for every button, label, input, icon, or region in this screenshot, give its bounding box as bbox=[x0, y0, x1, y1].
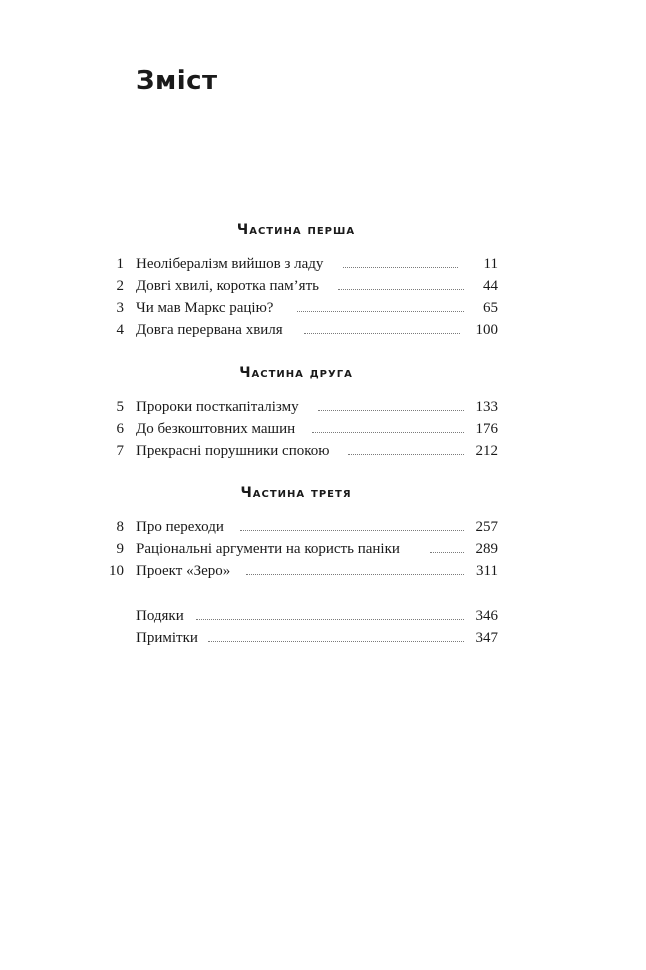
toc-entry-notes[interactable] bbox=[100, 627, 498, 649]
page-number: 44 bbox=[483, 278, 498, 294]
toc-entry-chapter-10[interactable] bbox=[100, 560, 498, 582]
toc-entry-acknowledgements[interactable] bbox=[100, 605, 498, 627]
chapter-title: Раціональні аргументи на користь паніки bbox=[136, 541, 400, 557]
toc-entry-chapter-8[interactable] bbox=[100, 516, 498, 538]
back-matter-title: Подяки bbox=[136, 608, 184, 624]
chapter-number: 4 bbox=[116, 322, 124, 338]
toc-entry-chapter-3[interactable] bbox=[100, 297, 498, 319]
dot-leader bbox=[208, 640, 464, 642]
dot-leader bbox=[343, 266, 458, 268]
chapter-number: 8 bbox=[116, 519, 124, 535]
dot-leader bbox=[312, 431, 464, 433]
page-number: 347 bbox=[475, 630, 498, 646]
chapter-title: Чи мав Маркс рацію? bbox=[136, 300, 274, 316]
chapter-number: 6 bbox=[116, 421, 124, 437]
page-number: 257 bbox=[475, 519, 498, 535]
page-number: 346 bbox=[475, 608, 498, 624]
part-heading-3: Частина третя bbox=[240, 485, 352, 501]
chapter-title: Прекрасні порушники спокою bbox=[136, 443, 330, 459]
chapter-title: Неолібералізм вийшов з ладу bbox=[136, 256, 324, 272]
dot-leader bbox=[348, 453, 464, 455]
toc-entry-chapter-9[interactable] bbox=[100, 538, 498, 560]
chapter-title: Проект «Зеро» bbox=[136, 563, 231, 579]
chapter-title: До безкоштовних машин bbox=[136, 421, 296, 437]
chapter-title: Довга перервана хвиля bbox=[136, 322, 283, 338]
chapter-title: Про переходи bbox=[136, 519, 224, 535]
chapter-number: 7 bbox=[116, 443, 124, 459]
chapter-number: 10 bbox=[109, 563, 124, 579]
part-heading-2: Частина друга bbox=[239, 365, 353, 381]
dot-leader bbox=[304, 332, 460, 334]
page-number: 212 bbox=[475, 443, 498, 459]
dot-leader bbox=[297, 310, 464, 312]
toc-entry-chapter-1[interactable] bbox=[100, 253, 498, 275]
chapter-title: Довгі хвилі, коротка пам’ять bbox=[136, 278, 319, 294]
back-matter-title: Примітки bbox=[136, 630, 198, 646]
toc-entry-chapter-4[interactable] bbox=[100, 319, 498, 341]
page-number: 133 bbox=[475, 399, 498, 415]
toc-entry-chapter-7[interactable] bbox=[100, 440, 498, 462]
part-heading-1: Частина перша bbox=[236, 222, 356, 238]
chapter-title: Пророки посткапіталізму bbox=[136, 399, 299, 415]
page-number: 100 bbox=[475, 322, 498, 338]
dot-leader bbox=[196, 618, 464, 620]
page-number: 176 bbox=[475, 421, 498, 437]
dot-leader bbox=[318, 409, 464, 411]
dot-leader bbox=[338, 288, 464, 290]
chapter-number: 1 bbox=[116, 256, 124, 272]
chapter-number: 2 bbox=[116, 278, 124, 294]
dot-leader bbox=[240, 529, 464, 531]
page-number: 311 bbox=[476, 563, 498, 579]
dot-leader bbox=[246, 573, 464, 575]
dot-leader bbox=[430, 551, 464, 553]
toc-entry-chapter-5[interactable] bbox=[100, 396, 498, 418]
page-number: 11 bbox=[483, 256, 498, 272]
toc-entry-chapter-6[interactable] bbox=[100, 418, 498, 440]
chapter-number: 9 bbox=[116, 541, 124, 557]
chapter-number: 3 bbox=[116, 300, 124, 316]
page-number: 65 bbox=[483, 300, 498, 316]
chapter-number: 5 bbox=[116, 399, 124, 415]
page-title: Зміст bbox=[136, 66, 218, 96]
page-number: 289 bbox=[475, 541, 498, 557]
toc-entry-chapter-2[interactable] bbox=[100, 275, 498, 297]
